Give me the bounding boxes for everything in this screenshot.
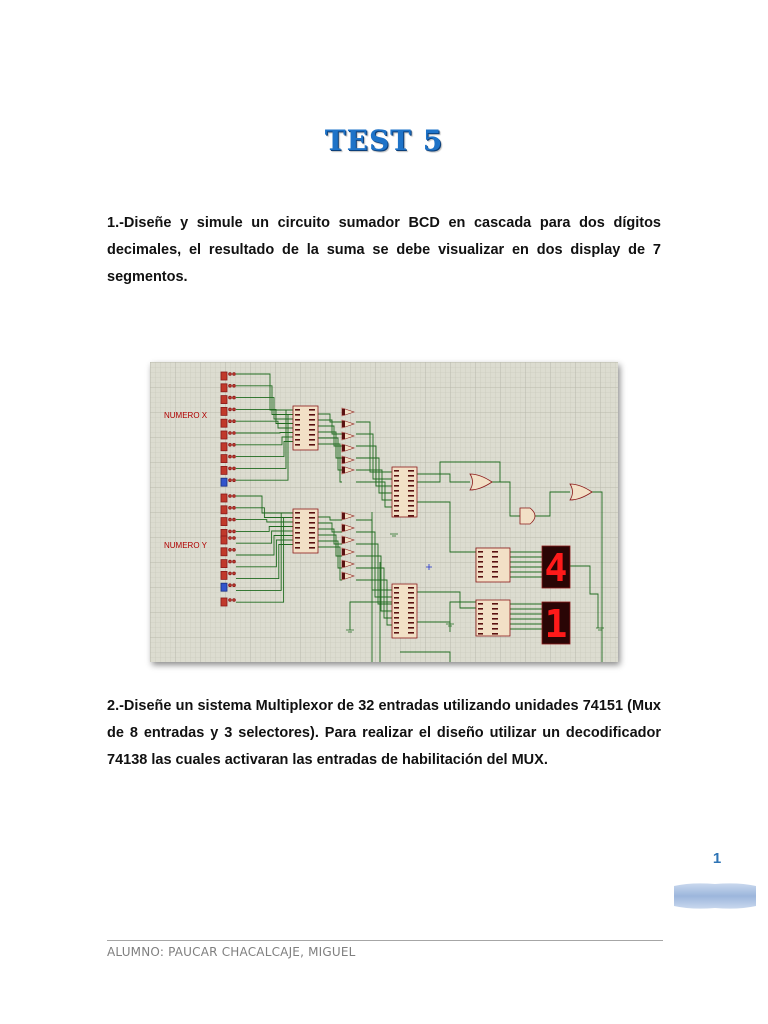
logic-switch [221,455,227,463]
display-digit-tens: 4 [544,546,568,590]
logic-switch [221,548,227,556]
numero-x-label: NUMERO X [164,411,208,420]
logic-switch [221,396,227,404]
logic-switch [221,560,227,568]
logic-switch [221,478,227,486]
logic-switch [221,443,227,451]
display-digit-units: 1 [544,602,568,646]
circuit-schematic-screenshot [150,362,618,662]
footer-student-name: ALUMNO: PAUCAR CHACALCAJE, MIGUEL [107,945,356,959]
seven-segment-display-units [542,602,570,646]
logic-switch [221,598,227,606]
logic-switch [221,494,227,502]
logic-switch [221,407,227,415]
question-2-text: 2.-Diseñe un sistema Multiplexor de 32 entradas utilizando unidades 74151 (Mux de 8 entradas y 3 selectores). Para realizar el diseño utilizar un decodificador 74138 las cuales activaran las entradas de habilitación del MUX. [107,698,661,768]
logic-switch [221,518,227,526]
logic-switch [221,466,227,474]
logic-switch [221,571,227,579]
logic-switch [221,536,227,544]
page-number-tab-graphic [672,882,758,910]
logic-switch [221,419,227,427]
logic-switch [221,384,227,392]
logic-switch [221,431,227,439]
logic-switch [221,372,227,380]
footer-divider [107,940,663,941]
logic-switch [221,583,227,591]
logic-switch [221,506,227,514]
question-1-text: 1.-Diseñe y simule un circuito sumador BCD en cascada para dos dígitos decimales, el resultado de la suma se debe visualizar en dos display de 7 segmentos. [107,215,661,285]
page-title: TEST 5 [324,124,444,157]
page-number: 1 [712,850,722,867]
numero-y-label: NUMERO Y [164,541,207,550]
seven-segment-display-tens [542,546,570,590]
